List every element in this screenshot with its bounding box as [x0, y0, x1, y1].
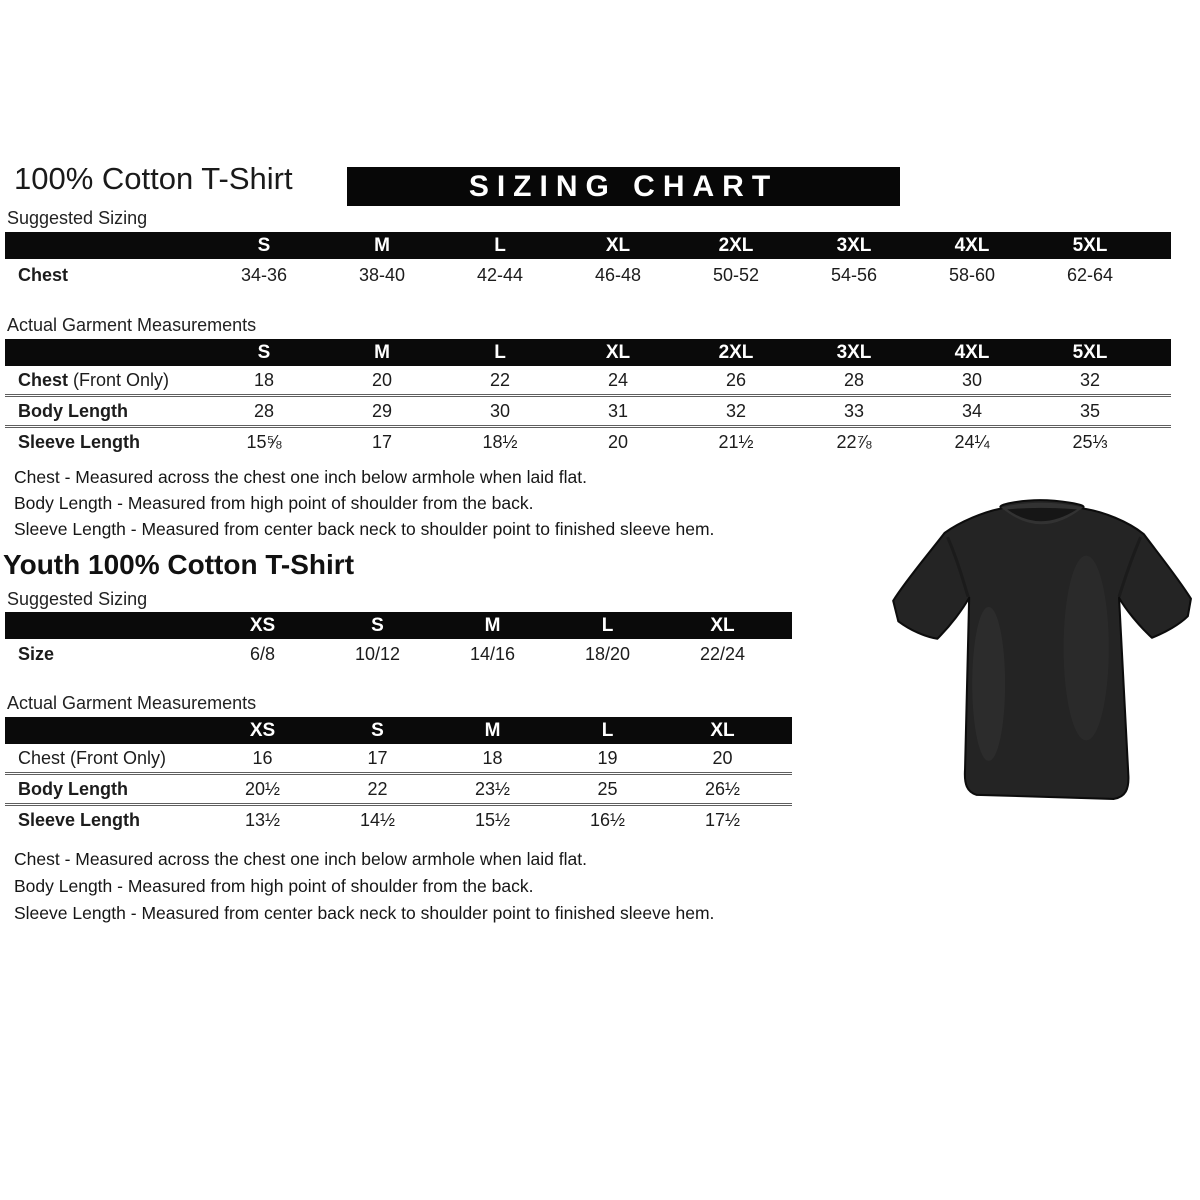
cell: 16	[252, 747, 273, 768]
cell: 26½	[704, 778, 741, 799]
cell: 26	[725, 369, 747, 390]
col-header: S	[371, 719, 384, 741]
col-header: 4XL	[954, 341, 990, 363]
cell: 18	[253, 369, 275, 390]
table-row	[5, 744, 792, 775]
cell: 25	[597, 778, 618, 799]
cell: 22/24	[699, 644, 746, 664]
row-label: Body Length	[18, 778, 128, 799]
youth-actual-measurements-table	[5, 717, 792, 834]
cell: 16½	[589, 809, 626, 830]
youth-actual-measurements-label: Actual Garment Measurements	[7, 693, 257, 713]
adult-actual-measurements-label: Actual Garment Measurements	[7, 315, 257, 335]
cell: 34	[961, 400, 983, 421]
cell: 20	[712, 747, 733, 768]
cell: 18/20	[584, 644, 631, 664]
cell: 24¼	[954, 431, 990, 452]
row-label-suffix: (Front Only)	[73, 369, 170, 390]
cell: 46-48	[594, 265, 642, 285]
cell: 34-36	[240, 265, 288, 285]
col-header: M	[484, 719, 501, 741]
cell: 30	[961, 369, 983, 390]
tshirt-image	[886, 492, 1194, 804]
note-line: Chest - Measured across the chest one inch below armhole when laid flat.	[14, 467, 587, 487]
cell: 20½	[244, 778, 281, 799]
adult-suggested-sizing-table	[5, 232, 1171, 292]
col-header: XL	[710, 614, 735, 636]
row-label: Body Length	[18, 400, 128, 421]
cell: 20	[607, 431, 629, 452]
adult-section-title: 100% Cotton T-Shirt	[14, 161, 293, 196]
row-label: Chest	[18, 265, 69, 285]
table-header-row	[5, 717, 792, 744]
adult-measurement-notes	[14, 464, 714, 542]
col-header: M	[484, 614, 501, 636]
col-header: L	[494, 234, 506, 256]
cell: 14½	[359, 809, 396, 830]
col-header: L	[601, 719, 614, 741]
cell: 54-56	[830, 265, 878, 285]
tshirt-highlight	[1064, 556, 1109, 741]
table-row	[5, 397, 1171, 428]
col-header: 2XL	[718, 234, 754, 256]
cell: 22	[489, 369, 511, 390]
adult-suggested-sizing-label: Suggested Sizing	[7, 208, 148, 228]
cell: 14/16	[469, 644, 516, 664]
col-header: XL	[605, 341, 631, 363]
cell: 22⅞	[836, 431, 872, 452]
cell: 15½	[474, 809, 511, 830]
col-header: XS	[249, 614, 276, 636]
cell: 18½	[482, 431, 518, 452]
col-header: 3XL	[836, 234, 872, 256]
cell: 22	[367, 778, 388, 799]
table-header-row	[5, 612, 792, 639]
youth-measurement-notes	[14, 846, 714, 927]
table-row	[5, 259, 1171, 292]
table-header-row	[5, 339, 1171, 366]
table-header-row	[5, 232, 1171, 259]
cell: 19	[597, 747, 618, 768]
col-header: L	[601, 614, 614, 636]
adult-actual-measurements-table	[5, 339, 1171, 456]
col-header: M	[374, 341, 390, 363]
table-row	[5, 366, 1171, 397]
cell: 20	[371, 369, 393, 390]
cell: 13½	[244, 809, 281, 830]
cell: 31	[607, 400, 629, 421]
col-header: 5XL	[1072, 341, 1108, 363]
cell: 28	[843, 369, 865, 390]
cell: 50-52	[712, 265, 760, 285]
col-header: 2XL	[718, 341, 754, 363]
cell: 32	[725, 400, 747, 421]
cell: 33	[843, 400, 865, 421]
note-line: Chest - Measured across the chest one inch below armhole when laid flat.	[14, 849, 587, 869]
row-label	[5, 370, 205, 391]
cell: 30	[489, 400, 511, 421]
table-row	[5, 806, 792, 834]
row-label-main: Chest	[18, 369, 69, 390]
cell: 25⅓	[1072, 431, 1108, 452]
cell: 15⅝	[246, 431, 282, 452]
col-header: S	[257, 234, 271, 256]
col-header: XS	[249, 719, 276, 741]
tshirt-highlight	[972, 607, 1005, 761]
row-label: Sleeve Length	[18, 809, 141, 830]
note-line: Body Length - Measured from high point of shoulder from the back.	[14, 876, 534, 896]
cell: 42-44	[476, 265, 524, 285]
cell: 6/8	[249, 644, 276, 664]
cell: 10/12	[354, 644, 401, 664]
youth-suggested-sizing-table	[5, 612, 792, 670]
cell: 21½	[718, 431, 754, 452]
cell: 28	[253, 400, 275, 421]
row-label: Chest (Front Only)	[18, 747, 167, 768]
cell: 35	[1079, 400, 1101, 421]
table-row	[5, 639, 792, 670]
cell: 62-64	[1066, 265, 1114, 285]
cell: 58-60	[948, 265, 996, 285]
col-header: L	[494, 341, 506, 363]
youth-suggested-sizing-label: Suggested Sizing	[7, 589, 148, 609]
col-header: S	[371, 614, 384, 636]
col-header: XL	[605, 234, 631, 256]
note-line: Sleeve Length - Measured from center back neck to shoulder point to finished sleeve hem.	[14, 519, 715, 539]
row-label: Size	[18, 644, 55, 664]
col-header: 5XL	[1072, 234, 1108, 256]
col-header: 3XL	[836, 341, 872, 363]
row-label: Sleeve Length	[18, 431, 141, 452]
col-header: S	[257, 341, 271, 363]
cell: 38-40	[358, 265, 406, 285]
cell: 32	[1079, 369, 1101, 390]
col-header: XL	[710, 719, 735, 741]
cell: 18	[482, 747, 503, 768]
cell: 29	[371, 400, 393, 421]
cell: 17	[367, 747, 388, 768]
col-header: M	[374, 234, 390, 256]
table-row	[5, 428, 1171, 456]
note-line: Sleeve Length - Measured from center back neck to shoulder point to finished sleeve hem.	[14, 903, 715, 923]
cell: 17	[371, 431, 393, 452]
cell: 23½	[474, 778, 511, 799]
cell: 24	[607, 369, 629, 390]
sizing-chart-banner: SIZING CHART	[347, 167, 900, 206]
table-row	[5, 775, 792, 806]
youth-section-title: Youth 100% Cotton T-Shirt	[3, 549, 355, 580]
note-line: Body Length - Measured from high point of shoulder from the back.	[14, 493, 534, 513]
tshirt-body	[893, 500, 1191, 799]
cell: 17½	[704, 809, 741, 830]
col-header: 4XL	[954, 234, 990, 256]
